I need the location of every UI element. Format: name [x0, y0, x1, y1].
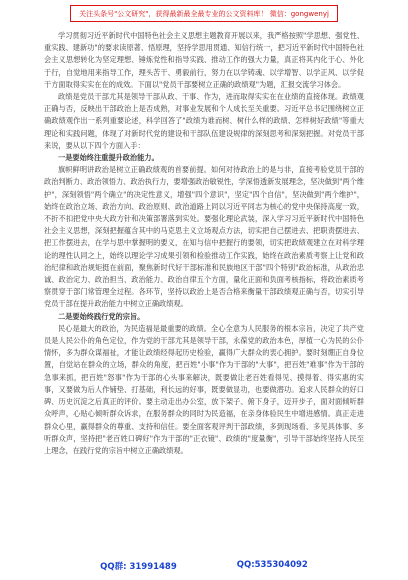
paragraph-point-two: 民心是最大的政治，为民造福是最重要的政绩。全心全意为人民服务的根本宗旨，决定了共产党员是人民公仆的角色定位，作为党的干部尤其是领导干部，永葆党的政治本色，厚植一心为民的公仆情怀，多为群众谋福祉，才能让政绩经得起历史检验，赢得广大群众的衷心拥护。要时刻绷正自身位置，自觉站在群众的立场，群众的角度，把百姓"小事"作为干部的"大事"，把百姓"难事"作为干部的急事来抓，把百姓"怒事"作为干部的心头事来解决，既要做让老百姓看得见、摸得着、得实惠的实事，又要做为后人作铺垫、打基础，利长远的好事，既要做显功，也要做潜功。追求人民群众的好口碑、历史沉淀之后真正的评价。要主动走出办公室，放下架子、俯下身子，迈开步子，面对面倾听群众呼声，心贴心倾听群众诉求，在服务群众的同时为民造福，在亲身体验民生中增进感情。真正走进群众心里，赢得群众的尊重、支持和信任。要全面客观评判干部政绩，多到现场看、多见具体事、多听群众声，坚持把"老百姓口碑好"作为干部的"正衣镜"、政绩的"度量衡"，引导干部始终坚持人民至上理念，在践行党的宗旨中树立正确政绩观。: [44, 323, 364, 455]
promo-banner: 关注头条号"公文研究"，获得最新最全最专业的公文资料库！ 微信：gongwenyj: [70, 5, 338, 22]
footer-qq-group: QQ群: 31991489: [100, 562, 177, 572]
footer: [0, 560, 408, 574]
paragraph-overview: 政绩是党员干部尤其是领导干部从政、干事、作为，进而取得实实在在业绩的直接体现。政绩观正确与否，反映出干部政治上是否成熟，对事业发展和个人成长至关重要。习近平总书记围绕树立正确政绩观作出一系列重要论述，科学回答了"政绩为谁而树、树什么样的政绩、怎样树好政绩"等重大理论和实践问题，体现了对新时代党的建设和干部队伍建设规律的深刻思考和深刻把握。对党员干部来说，要从以下四个方面入手：: [44, 92, 364, 150]
heading-point-one: 一是要始终注重提升政治能力。: [58, 153, 159, 163]
heading-point-two: 二是要始终践行党的宗旨。: [58, 311, 145, 321]
footer-qq: QQ:535304092: [236, 560, 308, 570]
document-body: [44, 30, 364, 555]
paragraph-point-one: 旗帜鲜明讲政治是树立正确政绩观的首要前提。如何对待政治上的是与非，直接考验党员干部的政治判断力、政治领悟力、政治执行力，要增强政治敏锐性，学深悟透新发展理念，坚决做到"两个维护"，深刻领悟"两个确立"的决定性意义，增强"四个意识"，坚定"四个自信"，坚决做到"两个维护"，始终在政治立场、政治方向、政治原则、政治道路上同以习近平同志为核心的党中央保持高度一致，不折不扣把党中央大政方针和决策部署落到实处。要强化理论武装，深入学习习近平新时代中国特色社会主义思想，深刻把握蕴含其中的马克思主义立场观点方法，切实把自己摆进去、把职责摆进去、把工作摆进去，在学与思中掌握明的要义，在知与信中把握行的要领，切实把政绩观建立在对科学理论的理性认同之上，始终以理论学习成果引领和检验推动工作实践，始终在政治素质考察上让党和政治纪律和政治规矩挺在前面，聚焦新时代好干部标准和民族地区干部"四个特别"政治标准，从政治忠诚、政治定力、政治担当、政治能力、政治自律五个方面，量化正面和负面考核指标，将政治素质考察贯穿于部门常管理全过程。各环节，坚持以政治上是否合格来衡量干部政绩观正确与否，切实引导党员干部在提升政治能力中树立正确政绩观。: [44, 165, 364, 309]
paragraph-intro: 学习贯彻习近平新时代中国特色社会主义思想主题教育开展以来，我严格按照"学思想、强党性、重实践、建新功"的要求读原著、悟原理，坚持学思用贯通、知信行统一，把习近平新时代中国特色社会主义思想转化为坚定理想、锤炼党性和指导实践、推动工作的强大力量，真正将其内化于心、外化于行，自觉地用来指导工作，理头苦干、勇毅前行，努力在以学铸魂、以学增智、以学正风、以学促干方面取得实实在在的成效。下面以"党员干部要树立正确的政绩观"为题，汇报交流学习体会。: [44, 31, 364, 89]
